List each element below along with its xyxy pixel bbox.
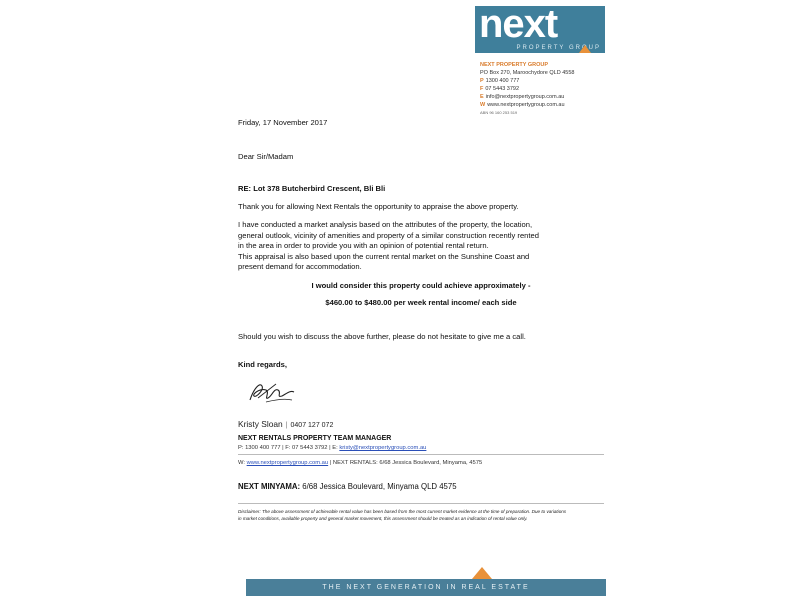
- agent-web-line: W: www.nextpropertygroup.com.au | NEXT RENTALS: 6/68 Jessica Boulevard, Minyama, 4575: [238, 460, 483, 466]
- kind-regards: Kind regards,: [238, 360, 287, 369]
- agent-web-link[interactable]: www.nextpropertygroup.com.au: [246, 460, 329, 466]
- company-phone: P 1300 400 777: [480, 78, 520, 84]
- company-fax: F 07 5443 3792: [480, 86, 520, 92]
- rental-amount: $460.00 to $480.00 per week rental income/ each side: [325, 298, 517, 307]
- closing-paragraph: Should you wish to discuss the above further, please do not hesitate to give me a call.: [238, 332, 526, 341]
- footer-triangle-icon: [472, 567, 492, 579]
- divider: [238, 454, 604, 455]
- paragraph-intro: Thank you for allowing Next Rentals the opportunity to appraise the above property.: [238, 202, 519, 211]
- letter-date: Friday, 17 November 2017: [238, 118, 328, 127]
- paragraph-analysis: I have conducted a market analysis based on the attributes of the property, the location, general outlook, vicinity of amenities and property of a similar construction recently rented in the area in order to provide you with an opinion of potential rental return. This appraisal is also based upon the current rental market on the Sunshine Coast and present demand for accommodation.: [238, 220, 539, 272]
- agent-name-line: Kristy Sloan | 0407 127 072: [238, 419, 334, 429]
- office-line: NEXT MINYAMA: 6/68 Jessica Boulevard, Minyama QLD 4575: [238, 482, 457, 491]
- company-address: PO Box 270, Maroochydore QLD 4558: [480, 70, 575, 76]
- handwritten-signature: [246, 378, 296, 406]
- disclaimer: Disclaimer: The above assessment of achievable rental value has been based from the most current market evidence at the time of preparation. Due to variations in market conditions, available property and general market movement, this assessment should be treated as an indication of rental value only.: [238, 509, 567, 521]
- consider-statement: I would consider this property could achieve approximately -: [311, 281, 531, 290]
- company-web: W www.nextpropertygroup.com.au: [480, 102, 565, 108]
- re-line: RE: Lot 378 Butcherbird Crescent, Bli Bli: [238, 184, 386, 193]
- company-details: [480, 61, 574, 117]
- logo-wordmark: next: [479, 6, 558, 46]
- divider: [238, 503, 604, 504]
- company-abn: ABN 96 160 253 519: [480, 110, 518, 115]
- footer-tagline: THE NEXT GENERATION IN REAL ESTATE: [246, 579, 606, 596]
- company-email: E info@nextpropertygroup.com.au: [480, 94, 565, 100]
- company-name: NEXT PROPERTY GROUP: [480, 62, 549, 68]
- agent-contact: P: 1300 400 777 | F: 07 5443 3792 | E: kristy@nextpropertygroup.com.au: [238, 445, 427, 451]
- logo-triangle-icon: [579, 45, 591, 53]
- agent-email-link[interactable]: kristy@nextpropertygroup.com.au: [339, 445, 427, 451]
- next-logo: [475, 6, 605, 53]
- logo-subtitle: PROPERTY GROUP: [516, 45, 601, 51]
- salutation: Dear Sir/Madam: [238, 152, 294, 161]
- agent-title: NEXT RENTALS PROPERTY TEAM MANAGER: [238, 435, 392, 442]
